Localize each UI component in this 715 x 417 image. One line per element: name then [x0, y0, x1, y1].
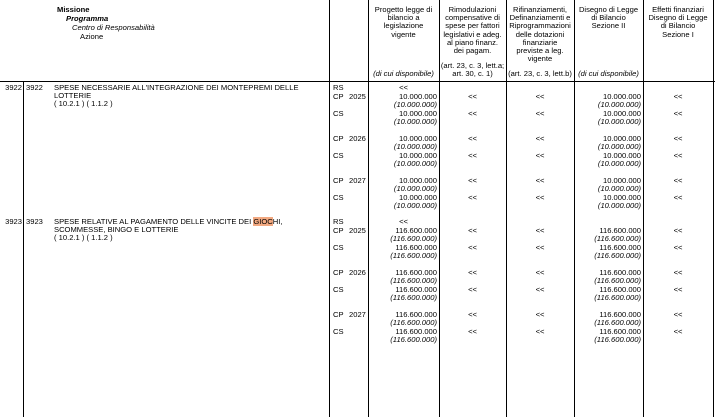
column-header-line: Disegno di Legge	[648, 13, 708, 23]
column-header-line: Riprogrammazioni	[509, 21, 571, 31]
column-header-line: spese per fattori	[445, 21, 500, 31]
value-rifinanziamenti: <<	[535, 327, 545, 336]
column-header-line: delle dotazioni	[515, 29, 565, 39]
chapter-number: 3923	[26, 217, 43, 226]
value-ddl-disponibile: (116.600.000)	[594, 234, 641, 244]
value-rimodulazioni: <<	[468, 151, 477, 160]
column-divider	[329, 0, 330, 417]
value-ddl: 10.000.000	[602, 176, 641, 185]
value-progetto: <<	[399, 83, 408, 92]
row-label-cs: CS	[333, 327, 344, 336]
value-rifinanziamenti: <<	[535, 151, 545, 160]
column-header-line: al piano finanz.	[446, 37, 499, 47]
value-progetto: 116.600.000	[395, 268, 437, 277]
value-ddl: 116.600.000	[599, 226, 641, 235]
column-header-line: legislativi e adeg.	[443, 29, 502, 39]
value-rifinanziamenti: <<	[535, 226, 545, 235]
column-divider	[713, 0, 714, 417]
value-effetti: <<	[673, 268, 683, 277]
programma-heading: Programma	[66, 14, 109, 23]
column-header-note: art. 30, c. 1)	[452, 69, 493, 78]
value-rimodulazioni: <<	[468, 134, 477, 143]
row-label-cp: CP	[333, 226, 344, 235]
value-rifinanziamenti: <<	[535, 268, 545, 277]
value-progetto: 116.600.000	[395, 226, 437, 235]
value-progetto: 10.000.000	[398, 151, 437, 160]
value-ddl: 10.000.000	[602, 151, 641, 160]
value-effetti: <<	[673, 226, 683, 235]
value-rimodulazioni: <<	[468, 285, 477, 294]
value-effetti: <<	[673, 134, 683, 143]
value-progetto: 116.600.000	[395, 327, 437, 336]
row-label-cp: CP	[333, 176, 344, 185]
value-progetto: 116.600.000	[395, 243, 437, 252]
chapter-number: 3922	[5, 83, 22, 92]
chapter-number: 3923	[5, 217, 22, 226]
value-ddl-disponibile: (116.600.000)	[594, 276, 641, 286]
column-header-note: (di cui disponibile)	[578, 69, 639, 78]
year-label: 2025	[349, 92, 366, 101]
chapter-title-text: SPESE RELATIVE AL PAGAMENTO DELLE VINCITE DEI	[54, 217, 254, 226]
column-header-note: (di cui disponibile)	[373, 69, 434, 78]
value-ddl: 116.600.000	[599, 310, 641, 319]
row-label-cp: CP	[333, 134, 344, 143]
value-effetti: <<	[673, 327, 683, 336]
value-progetto-disponibile: (10.000.000)	[393, 159, 437, 169]
row-label-rs: RS	[333, 217, 344, 226]
value-rimodulazioni: <<	[468, 243, 477, 252]
row-label-cs: CS	[333, 109, 344, 118]
value-progetto-disponibile: (10.000.000)	[393, 142, 437, 152]
chapter-number: 3922	[26, 83, 43, 92]
value-rifinanziamenti: <<	[535, 193, 545, 202]
value-rimodulazioni: <<	[468, 92, 477, 101]
value-ddl-disponibile: (10.000.000)	[597, 142, 641, 152]
value-rifinanziamenti: <<	[535, 92, 545, 101]
value-progetto-disponibile: (116.600.000)	[390, 318, 437, 328]
value-progetto-disponibile: (116.600.000)	[390, 251, 437, 261]
column-header-line: Effetti finanziari	[652, 5, 704, 14]
column-header-line: Rifinanziamenti,	[512, 5, 568, 14]
year-label: 2027	[349, 310, 366, 319]
column-header-line: previste a leg.	[516, 46, 564, 55]
value-effetti: <<	[673, 151, 683, 160]
year-label: 2027	[349, 176, 366, 185]
value-ddl-disponibile: (116.600.000)	[594, 335, 641, 345]
value-ddl: 116.600.000	[599, 285, 641, 294]
azione-heading: Azione	[80, 32, 104, 41]
year-label: 2026	[349, 134, 366, 143]
chapter-title: LOTTERIE	[54, 91, 92, 101]
row-label-cs: CS	[333, 285, 344, 294]
column-header-line: di Bilancio	[660, 21, 696, 31]
value-progetto-disponibile: (10.000.000)	[393, 117, 437, 127]
column-header-line: dei pagam.	[453, 46, 492, 55]
value-effetti: <<	[673, 193, 683, 202]
value-progetto: 116.600.000	[395, 285, 437, 294]
value-ddl-disponibile: (10.000.000)	[597, 184, 641, 194]
value-progetto: 10.000.000	[398, 109, 437, 118]
value-progetto: 10.000.000	[398, 92, 437, 101]
value-rimodulazioni: <<	[468, 109, 477, 118]
value-progetto: <<	[399, 217, 408, 226]
value-ddl: 10.000.000	[602, 109, 641, 118]
column-header-line: Rimodulazioni	[448, 5, 497, 14]
value-progetto: 10.000.000	[398, 134, 437, 143]
value-ddl: 10.000.000	[602, 92, 641, 101]
value-effetti: <<	[673, 176, 683, 185]
centro-heading: Centro di Responsabilità	[72, 23, 155, 32]
chapter-title-text: HI,	[272, 217, 283, 226]
column-header-note: (art. 23, c. 3, lett.b)	[508, 69, 572, 78]
column-header-line: di Bilancio	[591, 13, 626, 23]
value-ddl-disponibile: (116.600.000)	[594, 251, 641, 261]
chapter-codes: ( 10.2.1 ) ( 1.1.2 )	[54, 233, 113, 243]
value-ddl-disponibile: (10.000.000)	[597, 159, 641, 169]
value-rifinanziamenti: <<	[535, 285, 545, 294]
value-ddl-disponibile: (116.600.000)	[594, 293, 641, 303]
value-ddl: 116.600.000	[599, 268, 641, 277]
value-progetto-disponibile: (116.600.000)	[390, 293, 437, 303]
column-header-line: bilancio a	[387, 13, 420, 23]
value-progetto-disponibile: (10.000.000)	[393, 184, 437, 194]
column-header-note: (art. 23, c. 3, lett.a;	[440, 61, 505, 70]
header-rule	[0, 81, 715, 82]
value-ddl-disponibile: (116.600.000)	[594, 318, 641, 328]
value-ddl-disponibile: (10.000.000)	[597, 201, 641, 211]
value-rimodulazioni: <<	[468, 310, 477, 319]
search-highlight: GIOC	[253, 217, 273, 226]
value-ddl: 116.600.000	[599, 243, 641, 252]
value-ddl: 10.000.000	[602, 134, 641, 143]
value-effetti: <<	[673, 243, 683, 252]
value-effetti: <<	[673, 92, 683, 101]
chapter-title: SCOMMESSE, BINGO E LOTTERIE	[54, 225, 179, 235]
year-label: 2025	[349, 226, 366, 235]
row-label-cp: CP	[333, 310, 344, 319]
row-label-cp: CP	[333, 268, 344, 277]
value-rimodulazioni: <<	[468, 176, 477, 185]
column-header-line: Progetto legge di	[374, 5, 433, 14]
value-progetto: 116.600.000	[395, 310, 437, 319]
value-progetto-disponibile: (116.600.000)	[390, 276, 437, 286]
value-progetto-disponibile: (10.000.000)	[393, 100, 437, 110]
value-progetto: 10.000.000	[398, 193, 437, 202]
missione-heading: Missione	[57, 5, 90, 14]
value-progetto: 10.000.000	[398, 176, 437, 185]
value-progetto-disponibile: (116.600.000)	[390, 234, 437, 244]
chapter-title: SPESE NECESSARIE ALL'INTEGRAZIONE DEI MONTEPREMI DELLE	[54, 83, 299, 92]
value-ddl: 10.000.000	[602, 193, 641, 202]
year-label: 2026	[349, 268, 366, 277]
value-effetti: <<	[673, 285, 683, 294]
column-header-line: vigente	[391, 29, 416, 39]
value-rifinanziamenti: <<	[535, 176, 545, 185]
row-label-cs: CS	[333, 193, 344, 202]
column-header-line: Sezione II	[591, 21, 626, 31]
value-rimodulazioni: <<	[468, 327, 477, 336]
column-header-line: Disegno di Legge	[578, 5, 639, 14]
column-header-line: vigente	[527, 54, 553, 64]
value-rifinanziamenti: <<	[535, 310, 545, 319]
value-effetti: <<	[673, 310, 683, 319]
value-rimodulazioni: <<	[468, 268, 477, 277]
row-label-cs: CS	[333, 151, 344, 160]
row-label-cs: CS	[333, 243, 344, 252]
value-ddl-disponibile: (10.000.000)	[597, 100, 641, 110]
value-ddl: 116.600.000	[599, 327, 641, 336]
column-header-line: Definanziamenti e	[509, 13, 571, 23]
column-divider	[23, 82, 24, 417]
value-ddl-disponibile: (10.000.000)	[597, 117, 641, 127]
column-divider	[643, 0, 644, 417]
column-header-line: compensative di	[445, 13, 500, 23]
value-rifinanziamenti: <<	[535, 109, 545, 118]
value-effetti: <<	[673, 109, 683, 118]
value-rifinanziamenti: <<	[535, 243, 545, 252]
value-rifinanziamenti: <<	[535, 134, 545, 143]
value-rimodulazioni: <<	[468, 226, 477, 235]
row-label-rs: RS	[333, 83, 344, 92]
value-progetto-disponibile: (116.600.000)	[390, 335, 437, 345]
value-rimodulazioni: <<	[468, 193, 477, 202]
column-header-line: finanziarie	[522, 37, 558, 47]
column-header-line: Sezione I	[662, 29, 694, 39]
chapter-codes: ( 10.2.1 ) ( 1.1.2 )	[54, 99, 113, 109]
value-progetto-disponibile: (10.000.000)	[393, 201, 437, 211]
row-label-cp: CP	[333, 92, 344, 101]
column-header-line: legislazione	[383, 21, 424, 31]
